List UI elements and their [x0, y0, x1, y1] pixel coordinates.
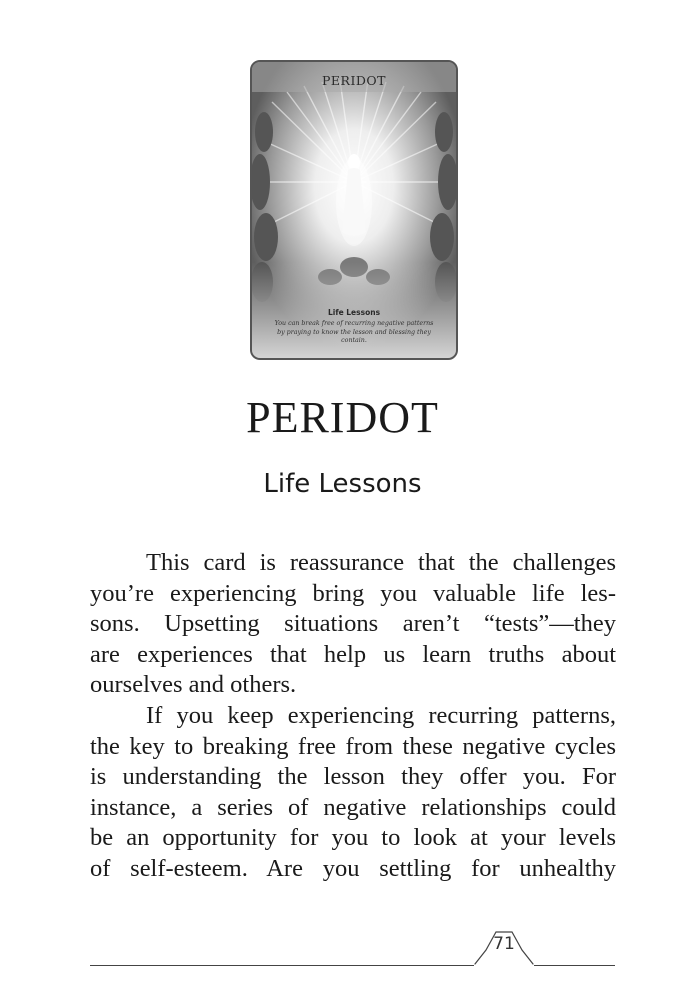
- text-line: you’re experiencing bring you valuable life les-: [90, 579, 616, 607]
- card-subtitle: Life Lessons: [327, 308, 381, 317]
- paragraph-1: [90, 548, 616, 701]
- text-line: is understanding the lesson they offer you. For: [90, 763, 616, 791]
- footer-rule: [90, 965, 615, 966]
- text-line: sons. Upsetting situations aren’t “tests”—they: [90, 610, 616, 638]
- body-text: [90, 548, 616, 885]
- page-title: PERIDOT: [246, 393, 439, 442]
- page-number: 71: [493, 934, 515, 954]
- text-line: This card is reassurance that the challenges: [146, 549, 616, 576]
- card-title: PERIDOT: [322, 73, 386, 88]
- text-line: the key to breaking free from these negative cycles: [90, 732, 616, 760]
- page-subtitle: Life Lessons: [263, 469, 422, 499]
- text-line: If you keep experiencing recurring patterns,: [146, 701, 616, 729]
- text-line: ourselves and others.: [90, 671, 297, 699]
- text-line: instance, a series of negative relationships could: [90, 793, 616, 821]
- card-caption: You can break free of recurring negative patterns by praying to know the lesson and blessing they contain.: [274, 320, 434, 344]
- text-line: of self-esteem. Are you settling for unhealthy: [90, 854, 616, 882]
- paragraph-2: [90, 701, 616, 885]
- text-line: are experiences that help us learn truths about: [90, 640, 616, 668]
- oracle-card-image: [250, 60, 458, 360]
- text-line: be an opportunity for you to look at your levels: [90, 824, 616, 852]
